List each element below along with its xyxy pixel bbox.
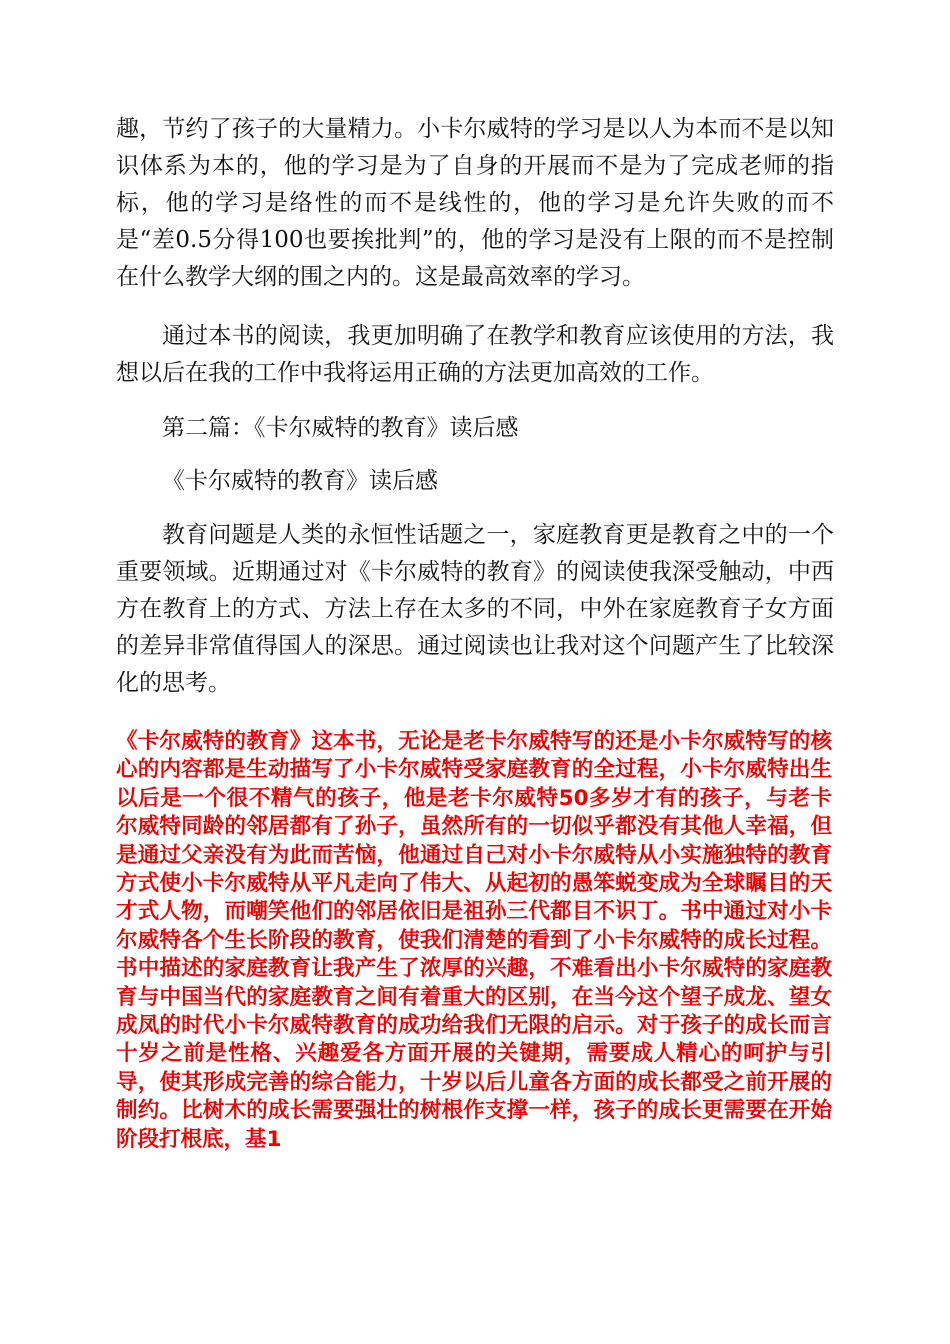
article-title: 《卡尔威特的教育》读后感 — [162, 468, 438, 494]
paragraph-reading-conclusion: 通过本书的阅读，我更加明确了在教学和教育应该使用的方法，我想以后在我的工作中我将运用正确的方法更加高效的工作。 — [116, 323, 834, 386]
section-heading-second-article: 第二篇：《卡尔威特的教育》读后感 — [162, 415, 519, 441]
paragraph-introduction: 教育问题是人类的永恒性话题之一，家庭教育更是教育之中的一个重要领域。近期通过对《卡尔威特的教育》的阅读使我深受触动，中西方在教育上的方式、方法上存在太多的不同，中外在家庭教育子女方面的差异非常值得国人的深思。通过阅读也让我对这个问题产生了比较深化的思考。 — [116, 522, 834, 696]
paragraph-highlighted-red: 《卡尔威特的教育》这本书，无论是老卡尔威特写的还是小卡尔威特写的核心的内容都是生动描写了小卡尔威特受家庭教育的全过程，小卡尔威特出生以后是一个很不精气的孩子，他是老卡尔威特50多岁才有的孩子，与老卡尔威特同龄的邻居都有了孙子，虽然所有的一切似乎都没有其他人幸福，但是通过父亲没有为此而苦恼，他通过自己对小卡尔威特从小实施独特的教育方式使小卡尔威特从平凡走向了伟大、从起初的愚笨蜕变成为全球瞩目的天才式人物，而嘲笑他们的邻居依旧是祖孙三代都目不识丁。书中通过对小卡尔威特各个生长阶段的教育，使我们清楚的看到了小卡尔威特的成长过程。书中描述的家庭教育让我产生了浓厚的兴趣，不难看出小卡尔威特的家庭教育与中国当代的家庭教育之间有着重大的区别，在当今这个望子成龙、望女成凤的时代小卡尔威特教育的成功给我们无限的启示。对于孩子的成长而言十岁之前是性格、兴趣爱各方面开展的关键期，需要成人精心的呵护与引导，使其形成完善的综合能力，十岁以后儿童各方面的成长都受之前开展的制约。比树木的成长需要强壮的树根作支撑一样，孩子的成长更需要在开始阶段打根底，基1 — [116, 729, 832, 1152]
paragraph-continuation: 趣，节约了孩子的大量精力。小卡尔威特的学习是以人为本而不是以知识体系为本的，他的学习是为了自身的开展而不是为了完成老师的指标，他的学习是络性的而不是线性的，他的学习是允许失败的而不是“差0.5分得100也要挨批判”的，他的学习是没有上限的而不是控制在什么教学大纲的围之内的。这是最高效率的学习。 — [116, 116, 834, 290]
